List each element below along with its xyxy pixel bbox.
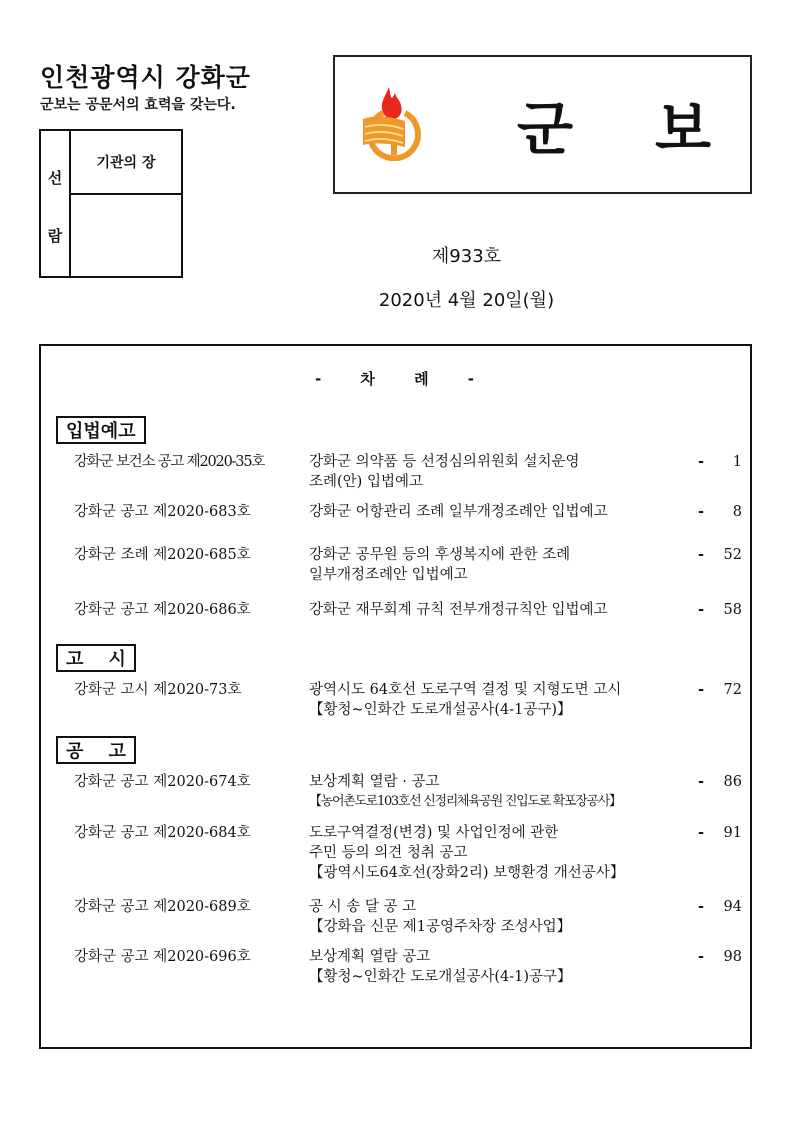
entry-dash: - [698,546,705,563]
entry-page: 8 [732,504,742,520]
entry-subtitle: 【황청~인화간 도로개설공사(4-1공구)】 [309,702,572,718]
entry-title: 보상계획 열람 공고 [309,949,431,965]
entry-dash: - [698,948,705,965]
entry-subtitle: 【강화읍 신문 제1공영주차장 조성사업】 [309,919,572,935]
entry-page: 91 [723,825,742,841]
entry-subtitle: 【농어촌도로103호선 신정리체육공원 진입도로 확포장공사】 [309,794,621,809]
entry-dash: - [698,601,705,618]
entry-page: 52 [723,547,742,563]
entry-ref: 강화군 공고 제2020-684호 [74,825,251,841]
masthead [333,55,752,194]
entry-subtitle-2: 【광역시도64호선(장화2리) 보행환경 개선공사】 [309,865,625,881]
toc-title: - 차 례 - [314,370,477,388]
entry-page: 94 [723,899,742,915]
issue-date: 2020년 4월 20일(월) [378,290,555,311]
masthead-title-char-2: 보 [655,95,712,163]
entry-title: 강화군 어항관리 조례 일부개정조례안 입법예고 [309,504,608,520]
entry-title: 강화군 의약품 등 선정심의위원회 설치운영 [309,454,580,470]
entry-subtitle: 【황청~인화간 도로개설공사(4-1)공구】 [309,969,572,985]
entry-subtitle: 일부개정조례안 입법예고 [309,567,468,583]
entry-page: 1 [732,454,742,470]
section-label-announcement: 공 고 [56,736,136,764]
ganghwa-emblem-icon [361,83,429,161]
entry-dash: - [698,503,705,520]
entry-page: 58 [723,602,742,618]
entry-ref: 강화군 보건소 공고 제2020-35호 [74,454,265,470]
entry-page: 98 [723,949,742,965]
entry-subtitle: 조례(안) 입법예고 [309,474,423,490]
org-subtitle: 군보는 공문서의 효력을 갖는다. [40,97,236,113]
org-title: 인천광역시 강화군 [40,63,251,92]
entry-page: 72 [723,682,742,698]
issue-number: 제933호 [431,246,502,267]
entry-ref: 강화군 공고 제2020-674호 [74,774,251,790]
entry-dash: - [698,453,705,470]
entry-ref: 강화군 조례 제2020-685호 [74,547,251,563]
review-header-label: 기관의 장 [96,155,156,171]
section-label-legislative-notice: 입법예고 [56,416,146,444]
entry-dash: - [698,773,705,790]
entry-title: 공 시 송 달 공 고 [309,899,417,915]
entry-dash: - [698,898,705,915]
entry-ref: 강화군 고시 제2020-73호 [74,682,242,698]
entry-title: 보상계획 열람 · 공고 [309,774,440,790]
entry-ref: 강화군 공고 제2020-683호 [74,504,251,520]
entry-dash: - [698,824,705,841]
entry-title: 도로구역결정(변경) 및 사업인정에 관한 [309,825,559,841]
entry-ref: 강화군 공고 제2020-689호 [74,899,251,915]
review-label-bottom: 람 [47,227,63,245]
entry-page: 86 [723,774,742,790]
entry-dash: - [698,681,705,698]
masthead-title-char-1: 군 [517,95,574,163]
entry-title: 광역시도 64호선 도로구역 결정 및 지형도면 고시 [309,682,622,698]
entry-ref: 강화군 공고 제2020-696호 [74,949,251,965]
entry-subtitle: 주민 등의 의견 청취 공고 [309,845,468,861]
entry-ref: 강화군 공고 제2020-686호 [74,602,251,618]
entry-title: 강화군 재무회계 규칙 전부개정규칙안 입법예고 [309,602,608,618]
table-of-contents [39,344,752,1049]
review-header-cell [71,131,181,195]
review-label-top: 선 [47,169,63,187]
entry-title: 강화군 공무원 등의 후생복지에 관한 조례 [309,547,571,563]
section-label-public-notice: 고 시 [56,644,136,672]
